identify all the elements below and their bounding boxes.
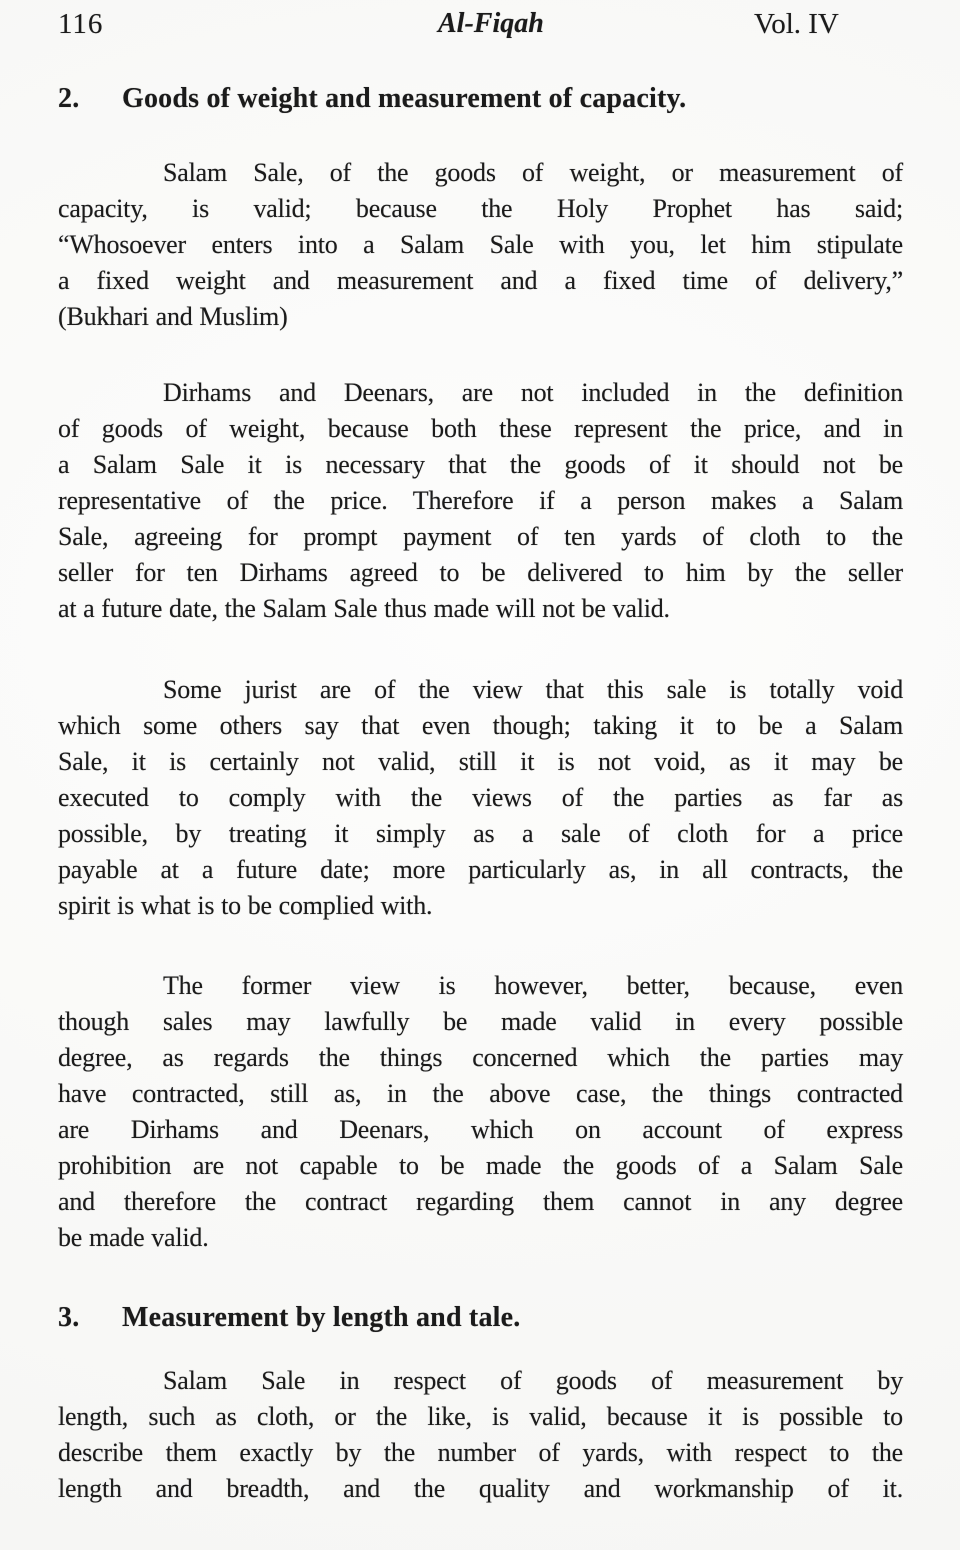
paragraph-measurement-by-length: [58, 1363, 903, 1507]
section-number: 3.: [58, 1302, 80, 1333]
section-heading-goods-of-weight: [58, 81, 903, 117]
section-title: Measurement by length and tale.: [122, 1302, 521, 1333]
text-line: which some others say that even though; taking it to be a Salam: [58, 711, 903, 740]
running-header: [58, 7, 903, 43]
text-line: of goods of weight, because both these represent the price, and in: [58, 414, 903, 443]
text-line: though sales may lawfully be made valid in every possible: [58, 1007, 903, 1036]
paragraph-former-view-better: [58, 968, 903, 1256]
page-number: 116: [58, 8, 104, 40]
text-line: capacity, is valid; because the Holy Prophet has said;: [58, 194, 903, 223]
section-number: 2.: [58, 83, 80, 114]
paragraph-dirhams-deenars: [58, 375, 903, 627]
section-title: Goods of weight and measurement of capacity.: [122, 83, 687, 114]
text-line: Some jurist are of the view that this sale is totally void: [163, 675, 903, 704]
paragraph-salam-sale-valid: [58, 155, 903, 335]
text-line: Salam Sale, of the goods of weight, or measurement of: [163, 158, 903, 187]
text-line: Sale, agreeing for prompt payment of ten yards of cloth to the: [58, 522, 903, 551]
text-line: spirit is what is to be complied with.: [58, 891, 433, 920]
paragraph-some-jurist-view: [58, 672, 903, 924]
text-line: length, such as cloth, or the like, is valid, because it is possible to: [58, 1402, 903, 1431]
text-line: and therefore the contract regarding them cannot in any degree: [58, 1187, 903, 1216]
text-line: are Dirhams and Deenars, which on account of express: [58, 1115, 903, 1144]
text-line: representative of the price. Therefore if a person makes a Salam: [58, 486, 903, 515]
text-line: “Whosoever enters into a Salam Sale with you, let him stipulate: [58, 230, 903, 259]
running-title: Al-Fiqah: [438, 8, 544, 39]
text-line: at a future date, the Salam Sale thus made will not be valid.: [58, 594, 670, 623]
text-line: Salam Sale in respect of goods of measurement by: [163, 1366, 903, 1395]
text-line: be made valid.: [58, 1223, 209, 1252]
text-line: (Bukhari and Muslim): [58, 302, 288, 331]
text-line: a Salam Sale it is necessary that the goods of it should not be: [58, 450, 903, 479]
text-line: possible, by treating it simply as a sale of cloth for a price: [58, 819, 903, 848]
text-line: length and breadth, and the quality and workmanship of it.: [58, 1474, 903, 1503]
text-line: payable at a future date; more particularly as, in all contracts, the: [58, 855, 903, 884]
text-line: describe them exactly by the number of yards, with respect to the: [58, 1438, 903, 1467]
text-line: have contracted, still as, in the above case, the things contracted: [58, 1079, 903, 1108]
text-line: a fixed weight and measurement and a fixed time of delivery,”: [58, 266, 903, 295]
text-line: Dirhams and Deenars, are not included in the definition: [163, 378, 903, 407]
text-line: The former view is however, better, because, even: [163, 971, 903, 1000]
text-line: degree, as regards the things concerned which the parties may: [58, 1043, 903, 1072]
section-heading-measurement-length-tale: [58, 1300, 903, 1336]
volume-label: Vol. IV: [754, 8, 839, 40]
text-line: Sale, it is certainly not valid, still it is not void, as it may be: [58, 747, 903, 776]
text-line: executed to comply with the views of the parties as far as: [58, 783, 903, 812]
text-line: prohibition are not capable to be made the goods of a Salam Sale: [58, 1151, 903, 1180]
text-line: seller for ten Dirhams agreed to be delivered to him by the seller: [58, 558, 903, 587]
